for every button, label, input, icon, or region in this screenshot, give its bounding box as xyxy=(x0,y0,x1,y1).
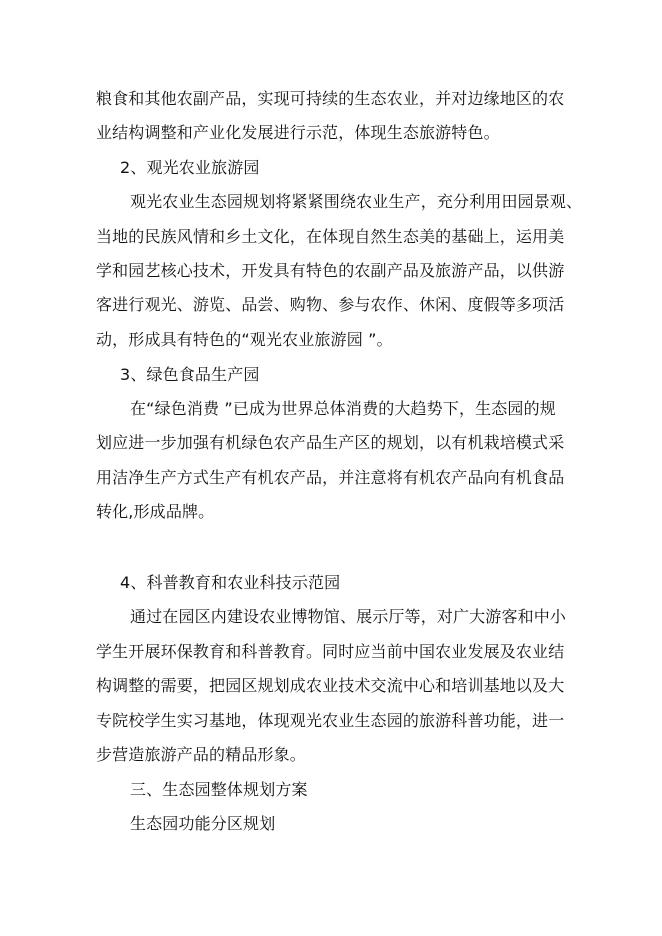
paragraph-line: 转化,形成品牌。 xyxy=(96,502,215,521)
paragraph-line: 观光农业生态园规划将紧紧围绕农业生产，充分利用田园景观、 xyxy=(130,192,583,211)
section-heading: 2、观光农业旅游园 xyxy=(120,158,260,177)
paragraph-line: 在“绿色消费 ”已成为世界总体消费的大趋势下，生态园的规 xyxy=(130,399,556,418)
paragraph-line: 通过在园区内建设农业博物馆、展示厅等，对广大游客和中小 xyxy=(130,607,567,626)
paragraph-line: 用洁净生产方式生产有机农产品，并注意将有机农产品向有机食品 xyxy=(96,468,565,487)
paragraph-line: 客进行观光、游览、品尝、购物、参与农作、休闲、度假等多项活 xyxy=(96,295,565,314)
paragraph-line: 学和园艺核心技术，开发具有特色的农副产品及旅游产品，以供游 xyxy=(96,261,565,280)
paragraph-line: 专院校学生实习基地，体现观光农业生态园的旅游科普功能，进一 xyxy=(96,711,565,730)
paragraph-line: 业结构调整和产业化发展进行示范，体现生态旅游特色。 xyxy=(96,123,500,142)
paragraph-line: 步营造旅游产品的精品形象。 xyxy=(96,745,306,764)
section-heading: 3、绿色食品生产园 xyxy=(120,365,260,384)
section-heading: 4、科普教育和农业科技示范园 xyxy=(120,573,341,592)
subsection-heading: 生态园功能分区规划 xyxy=(130,814,276,833)
paragraph-line: 学生开展环保教育和科普教育。同时应当前中国农业发展及农业结 xyxy=(96,642,565,661)
paragraph-line: 粮食和其他农副产品，实现可持续的生态农业，并对边缘地区的农 xyxy=(96,89,565,108)
paragraph-line: 构调整的需要，把园区规划成农业技术交流中心和培训基地以及大 xyxy=(96,676,565,695)
section-heading: 三、生态园整体规划方案 xyxy=(130,780,308,799)
paragraph-line: 划应进一步加强有机绿色农产品生产区的规划，以有机栽培模式采 xyxy=(96,433,565,452)
paragraph-line: 当地的民族风情和乡土文化，在体现自然生态美的基础上，运用美 xyxy=(96,227,565,246)
paragraph-line: 动，形成具有特色的“观光农业旅游园 ”。 xyxy=(96,330,393,349)
